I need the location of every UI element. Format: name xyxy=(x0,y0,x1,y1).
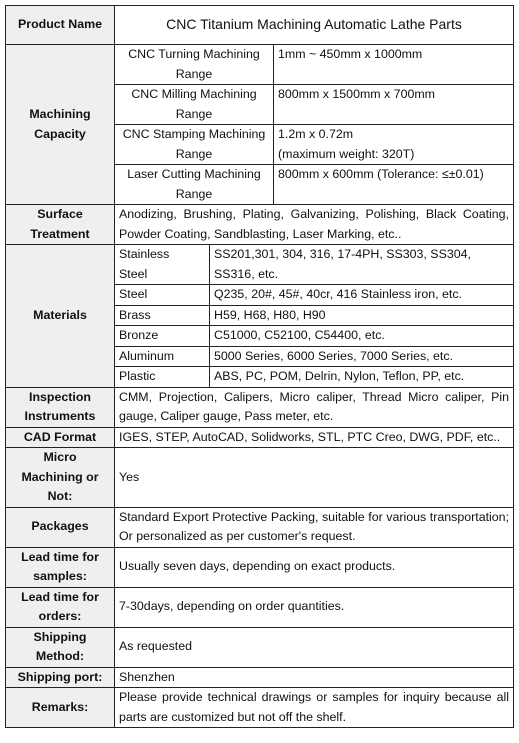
label-line: Surface xyxy=(37,207,83,221)
machining-value xyxy=(274,165,514,205)
name-line: Range xyxy=(175,186,213,201)
material-value: Q235, 20#, 45#, 40cr, 416 Stainless iron, etc. xyxy=(210,285,514,306)
product-name-row xyxy=(6,6,514,45)
material-name: Aluminum xyxy=(115,346,210,367)
lead-orders-row xyxy=(6,587,514,627)
material-value: ABS, PC, POM, Delrin, Nylon, Teflon, PP, etc. xyxy=(210,367,514,388)
material-value: 5000 Series, 6000 Series, 7000 Series, etc. xyxy=(210,346,514,367)
surface-row xyxy=(6,205,514,245)
micro-machining-label xyxy=(6,448,115,508)
lead-time-samples-label xyxy=(6,547,115,587)
name-line: Range xyxy=(175,106,213,121)
remarks-label: Remarks: xyxy=(6,688,115,728)
label-line: Not: xyxy=(47,489,73,503)
label-line: Inspection xyxy=(29,389,91,404)
material-row xyxy=(6,245,514,285)
name-line: Range xyxy=(175,146,213,161)
product-name-label: Product Name xyxy=(6,6,115,45)
material-name: Steel xyxy=(115,285,210,306)
inspection-instruments-label xyxy=(6,387,115,427)
label-line: Method: xyxy=(35,649,85,663)
machining-value xyxy=(274,85,514,125)
name-line: CNC Turning Machining xyxy=(128,47,260,61)
name-line: CNC Milling Machining xyxy=(131,87,257,101)
name-line: Range xyxy=(175,66,213,81)
name-line: Laser Cutting Machining xyxy=(127,167,261,181)
machining-name xyxy=(115,45,274,85)
cad-row xyxy=(6,427,514,448)
materials-label: Materials xyxy=(6,245,115,388)
machining-capacity-label xyxy=(6,45,115,205)
material-name xyxy=(115,245,210,285)
label-line: Machining or xyxy=(21,469,99,484)
shipping-port-row xyxy=(6,667,514,688)
value-line: 800mm x 600mm (Tolerance: ≤±0.01) xyxy=(278,167,484,181)
micro-machining-value: Yes xyxy=(115,448,514,508)
label-line: Treatment xyxy=(30,226,90,241)
remarks-row xyxy=(6,688,514,728)
value-line: 800mm x 1500mm x 700mm xyxy=(278,87,436,101)
material-value: C51000, C52100, C54400, etc. xyxy=(210,326,514,347)
packages-label: Packages xyxy=(6,507,115,547)
material-name: Plastic xyxy=(115,367,210,388)
cad-format-value: IGES, STEP, AutoCAD, Solidworks, STL, PTC Creo, DWG, PDF, etc.. xyxy=(115,427,514,448)
label-line: Micro xyxy=(43,450,77,464)
label-line: Instruments xyxy=(24,409,96,423)
micro-row xyxy=(6,448,514,508)
spec-table xyxy=(5,5,514,728)
machining-name xyxy=(115,125,274,165)
inspection-instruments-value: CMM, Projection, Calipers, Micro caliper, Thread Micro caliper, Pin gauge, Caliper gauge, Pass meter, etc. xyxy=(115,387,514,427)
lead-time-samples-value: Usually seven days, depending on exact products. xyxy=(115,547,514,587)
machining-value xyxy=(274,45,514,85)
label-line: Lead time for xyxy=(21,589,99,604)
shipping-method-label xyxy=(6,627,115,667)
material-name: Brass xyxy=(115,305,210,326)
lead-time-orders-label xyxy=(6,587,115,627)
shipping-port-value: Shenzhen xyxy=(115,667,514,688)
label-line: Lead time for xyxy=(21,549,99,564)
material-value: SS201,301, 304, 316, 17-4PH, SS303, SS304, SS316, etc. xyxy=(210,245,514,285)
remarks-value: Please provide technical drawings or samples for inquiry because all parts are customized but not off the shelf. xyxy=(115,688,514,728)
surface-treatment-label xyxy=(6,205,115,245)
machining-value xyxy=(274,125,514,165)
lead-samples-row xyxy=(6,547,514,587)
inspection-row xyxy=(6,387,514,427)
packages-value: Standard Export Protective Packing, suitable for various transportation; Or personalized as per customer's request. xyxy=(115,507,514,547)
label-line: samples: xyxy=(33,569,87,583)
machining-name xyxy=(115,85,274,125)
packages-row xyxy=(6,507,514,547)
name-line: Stainless xyxy=(119,247,170,261)
shipping-method-value: As requested xyxy=(115,627,514,667)
machining-name xyxy=(115,165,274,205)
value-line: (maximum weight: 320T) xyxy=(278,146,415,161)
machining-row xyxy=(6,45,514,85)
value-line: 1.2m x 0.72m xyxy=(278,127,354,141)
material-name: Bronze xyxy=(115,326,210,347)
lead-time-orders-value: 7-30days, depending on order quantities. xyxy=(115,587,514,627)
label-line: Machining xyxy=(29,107,91,121)
surface-treatment-value: Anodizing, Brushing, Plating, Galvanizing, Polishing, Black Coating, Powder Coating, Sandblasting, Laser Marking, etc.. xyxy=(115,205,514,245)
shipping-port-label: Shipping port: xyxy=(6,667,115,688)
name-line: Steel xyxy=(119,266,148,281)
material-value: H59, H68, H80, H90 xyxy=(210,305,514,326)
label-line: Capacity xyxy=(34,126,86,141)
shipping-method-row xyxy=(6,627,514,667)
cad-format-label: CAD Format xyxy=(6,427,115,448)
value-line: 1mm ~ 450mm x 1000mm xyxy=(278,47,423,61)
name-line: CNC Stamping Machining xyxy=(122,127,266,141)
label-line: Shipping xyxy=(33,629,87,644)
product-name-value: CNC Titanium Machining Automatic Lathe Parts xyxy=(115,6,514,45)
label-line: orders: xyxy=(38,609,82,623)
